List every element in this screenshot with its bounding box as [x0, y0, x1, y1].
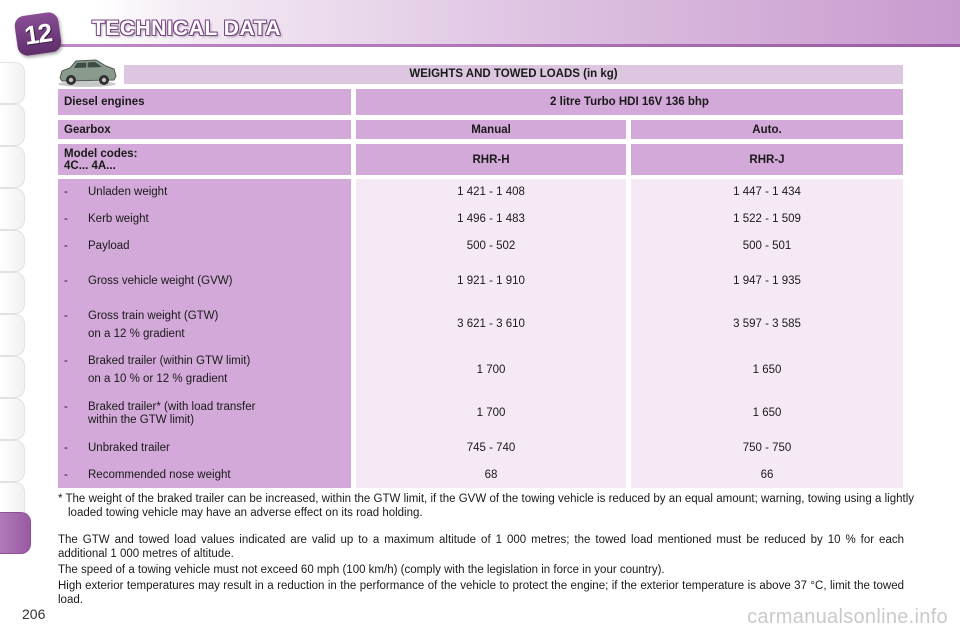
side-tab[interactable]: [0, 356, 25, 398]
note-speed: The speed of a towing vehicle must not exceed 60 mph (100 km/h) (comply with the legislation in force in your country).: [58, 564, 665, 576]
table-cell-auto: 1 650: [752, 407, 782, 419]
table-row-label: [64, 441, 349, 456]
note-temperature: High exterior temperatures may result in a reduction in the performance of the vehicle to protect the engine; if the exterior temperature is above 37 °C, limit the towed load.: [58, 580, 904, 606]
row-label: Payload: [88, 240, 130, 252]
header-rule: [20, 44, 960, 47]
gearbox-auto: Auto.: [631, 120, 903, 139]
table-cell-auto: 1 522 - 1 509: [733, 213, 801, 225]
side-tab[interactable]: [0, 188, 25, 230]
engine-value: 2 litre Turbo HDI 16V 136 bhp: [356, 89, 903, 115]
table-cell-manual: 1 700: [476, 407, 506, 419]
table-row-label: [64, 185, 349, 200]
chapter-number: 12: [22, 16, 54, 51]
gearbox-label: Gearbox: [58, 120, 351, 139]
row-dash: -: [64, 469, 68, 481]
note-altitude: The GTW and towed load values indicated are valid up to a maximum altitude of 1 000 metres; the towed load mentioned must be reduced by 10 % for each additional 1 000 metres of altitude.: [58, 534, 904, 560]
table-cell-auto: 66: [760, 469, 774, 481]
table-cell-manual: 1 700: [476, 364, 506, 376]
chapter-badge: [13, 11, 62, 57]
row-dash: -: [64, 310, 68, 322]
side-tab[interactable]: [0, 104, 25, 146]
model-codes-label-line1: Model codes:: [64, 148, 138, 160]
side-tab[interactable]: [0, 272, 25, 314]
side-tab[interactable]: [0, 146, 25, 188]
row-dash: -: [64, 186, 68, 198]
row-label-sub: within the GTW limit): [88, 414, 195, 426]
row-label: Braked trailer* (with load transfer: [88, 401, 256, 413]
watermark: carmanualsonline.info: [747, 606, 948, 628]
row-label: Braked trailer (within GTW limit): [88, 355, 251, 367]
side-tab[interactable]: [0, 398, 25, 440]
row-label-sub: on a 12 % gradient: [88, 328, 185, 340]
table-cell-manual: 68: [484, 469, 498, 481]
car-icon: [56, 56, 118, 88]
table-cell-manual: 1 421 - 1 408: [457, 186, 525, 198]
table-row-label: [64, 401, 349, 427]
table-cell-auto: 3 597 - 3 585: [733, 318, 801, 330]
footnote: * The weight of the braked trailer can be increased, within the GTW limit, if the GVW of the towing vehicle is reduced by an equal amount; warning, towing using a lightly loaded towing vehicle may have an adverse effect on its road holding.: [58, 493, 914, 519]
engine-label: Diesel engines: [58, 89, 351, 115]
table-row-label: [64, 468, 349, 483]
table-cell-auto: 1 947 - 1 935: [733, 275, 801, 287]
table-title: WEIGHTS AND TOWED LOADS (in kg): [124, 65, 903, 84]
row-label: Unladen weight: [88, 186, 168, 198]
table-cell-manual: 745 - 740: [466, 442, 516, 454]
table-cell-auto: 750 - 750: [742, 442, 792, 454]
table-cell-manual: 3 621 - 3 610: [457, 318, 525, 330]
row-label-sub: on a 10 % or 12 % gradient: [88, 373, 228, 385]
row-dash: -: [64, 355, 68, 367]
row-dash: -: [64, 213, 68, 225]
row-dash: -: [64, 442, 68, 454]
gearbox-manual: Manual: [356, 120, 626, 139]
model-codes-label: [58, 144, 351, 175]
table-row-label: [64, 212, 349, 227]
side-tab[interactable]: [0, 62, 25, 104]
model-codes-label-line2: 4C... 4A...: [64, 160, 116, 172]
row-dash: -: [64, 401, 68, 413]
table-row-label: [64, 309, 349, 342]
table-row-label: [64, 354, 349, 387]
table-cell-auto: 1 447 - 1 434: [733, 186, 801, 198]
side-tab[interactable]: [0, 440, 25, 482]
row-dash: -: [64, 275, 68, 287]
side-tab-active[interactable]: [0, 512, 31, 554]
row-label: Unbraked trailer: [88, 442, 170, 454]
table-cell-manual: 500 - 502: [466, 240, 516, 252]
side-tabs: [0, 62, 30, 582]
row-label: Kerb weight: [88, 213, 149, 225]
table-row-label: [64, 239, 349, 254]
table-cell-manual: 1 921 - 1 910: [457, 275, 525, 287]
table-row-label: [64, 274, 349, 289]
row-dash: -: [64, 240, 68, 252]
table-cell-manual: 1 496 - 1 483: [457, 213, 525, 225]
table-cell-auto: 1 650: [752, 364, 782, 376]
side-tab[interactable]: [0, 314, 25, 356]
page-number: 206: [22, 606, 46, 622]
table-cell-auto: 500 - 501: [742, 240, 792, 252]
row-label: Gross train weight (GTW): [88, 310, 219, 322]
side-tab[interactable]: [0, 230, 25, 272]
model-code-manual: RHR-H: [356, 144, 626, 175]
row-label: Gross vehicle weight (GVW): [88, 275, 233, 287]
page-title: TECHNICAL DATA: [92, 17, 281, 40]
model-code-auto: RHR-J: [631, 144, 903, 175]
row-label: Recommended nose weight: [88, 469, 231, 481]
